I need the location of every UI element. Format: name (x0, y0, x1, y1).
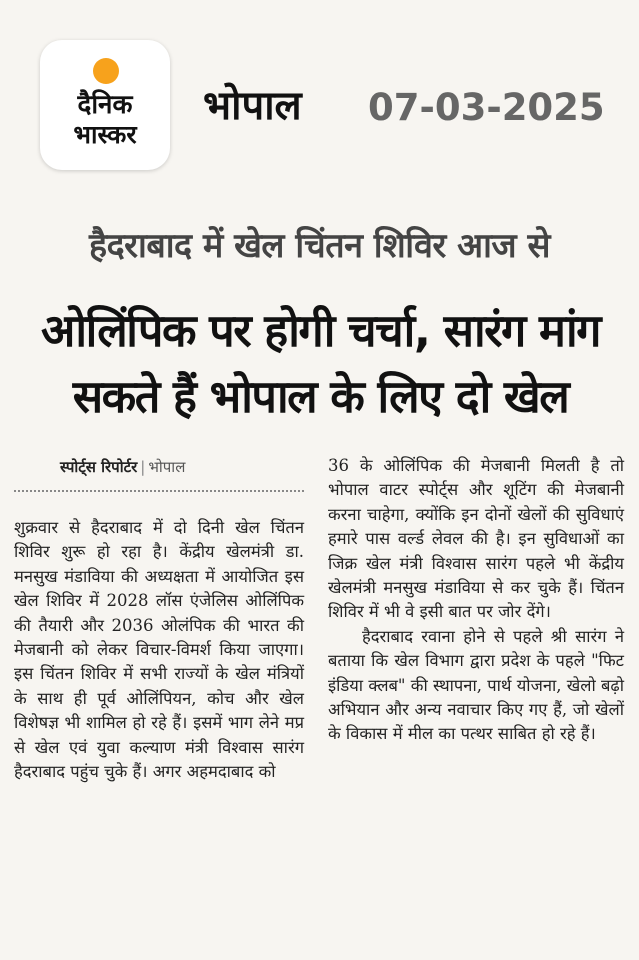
article-paragraph: शुक्रवार से हैदराबाद में दो दिनी खेल चिंतन शिविर शुरू हो रहा है। केंद्रीय खेलमंत्री डा. मनसुख मंडाविया की अध्यक्षता में आयोजित इस खेल शिविर में 2028 लॉस एंजेलिस ओलिंपिक की तैयारी और 2036 ओलंपिक की भारत की मेजबानी को लेकर विचार-विमर्श किया जाएगा। इस चिंतन शिविर में सभी राज्यों के खेल मंत्रियों के साथ ही पूर्व ओलिंपियन, कोच और खेल विशेषज्ञ भी शामिल हो रहे हैं। इसमें भाग लेने मप्र से खेल एवं युवा कल्याण मंत्री विश्वास सारंग हैदराबाद पहुंच चुके हैं। अगर अहमदाबाद को (14, 518, 304, 782)
logo-text-line1: दैनिक (77, 90, 133, 120)
byline-location: भोपाल (148, 458, 186, 476)
edition-date: 07-03-2025 (368, 86, 605, 129)
brand-logo (40, 40, 170, 170)
edition-city: भोपाल (203, 83, 302, 129)
article-paragraph: 36 के ओलिंपिक की मेजबानी मिलती है तो भोपाल वाटर स्पोर्ट्स और शूटिंग की मेजबानी करना चाहेगा, क्योंकि इन दोनों खेलों की सुविधाएं हमारे पास वर्ल्ड लेवल की है। इन सुविधाओं का जिक्र खेल मंत्री विश्वास सारंग पहले भी केंद्रीय खेलमंत्री मनसुख मंडाविया से कर चुके हैं। चिंतन शिविर में भी वे इसी बात पर जोर देंगे। (328, 456, 624, 622)
byline-separator: | (140, 458, 146, 476)
logo-text-line2: भास्कर (73, 120, 137, 149)
article-paragraph: हैदराबाद रवाना होने से पहले श्री सारंग ने बताया कि खेल विभाग द्वारा प्रदेश के पहले "फिट इंडिया क्लब" की स्थापना, पार्थ योजना, खेलो बढ़ो अभियान और अन्य नवाचार किए गए हैं, जो खेलों के विकास में मील का पत्थर साबित हो रहे हैं। (328, 626, 624, 744)
byline-reporter: स्पोर्ट्स रिपोर्टर (60, 458, 138, 476)
article-byline (60, 456, 185, 478)
article-column-left (14, 516, 304, 784)
article-column-right (328, 454, 624, 747)
logo-sun-icon (93, 58, 119, 84)
article-kicker: हैदराबाद में खेल चिंतन शिविर आज से (89, 226, 550, 266)
article-headline: ओलिंपिक पर होगी चर्चा, सारंग मांग सकते हैं भोपाल के लिए दो खेल (41, 304, 600, 423)
byline-divider (14, 490, 304, 492)
